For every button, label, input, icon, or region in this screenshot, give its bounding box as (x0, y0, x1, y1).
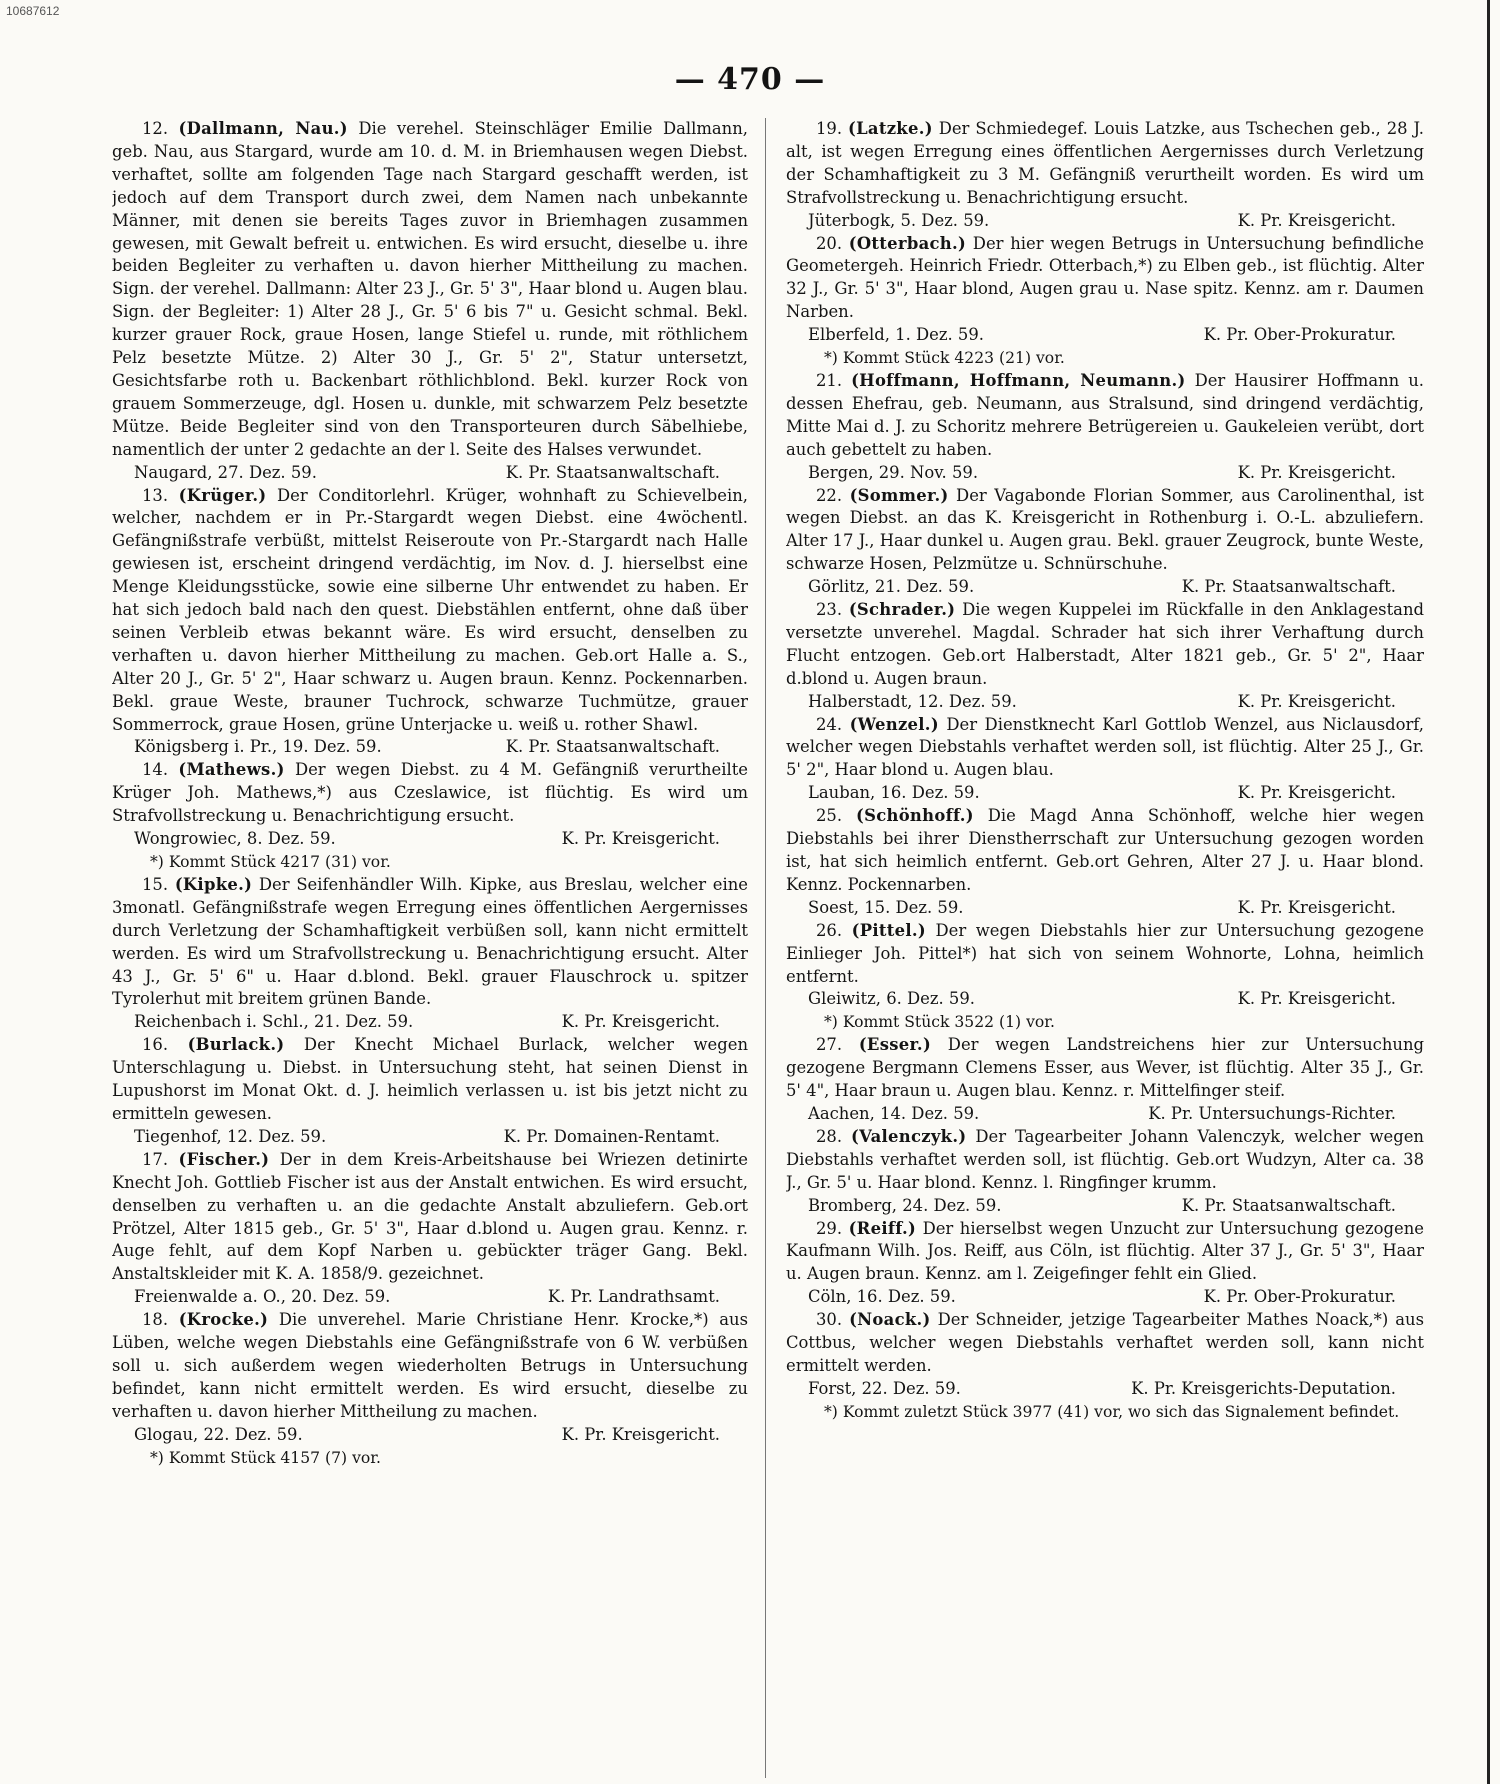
notice-heading: (Fischer.) (178, 1149, 270, 1169)
notice-text: 13. (Krüger.) Der Conditorlehrl. Krüger, wohnhaft zu Schievelbein, welcher, nachdem er in Pr.-Stargardt wegen Diebst. eine 4wöchentl. Gefängnißstrafe verbüßt, mittelst Reiseroute von Pr.-Stargardt nach Halle gewiesen ist, erscheint dringend verdächtig, im Nov. d. J. hierselbst eine Menge Kleidungsstücke, sowie eine silberne Uhr entwendet zu haben. Er hat sich jedoch bald nach den quest. Diebstählen entfernt, ohne daß über seinen Verbleib etwas bekannt wäre. Es wird ersucht, denselben zu verhaften u. davon hierher Mittheilung zu machen. Geb.ort Halle a. S., Alter 20 J., Gr. 5' 2", Haar schwarz u. Augen braun. Kennz. Pockennarben. Bekl. graue Weste, brauner Tuchrock, schwarze Tuchmütze, grauer Sommerrock, graue Hosen, grüne Unterjacke u. weiß u. rother Shawl. (112, 485, 748, 734)
notice-text: 19. (Latzke.) Der Schmiedegef. Louis Latzke, aus Tschechen geb., 28 J. alt, ist wegen Erregung eines öffentlichen Aergernisses durch Verletzung der Schamhaftigkeit zu 3 M. Gefängniß verurtheilt worden. Es wird um Strafvollstreckung u. Benachrichtigung ersucht. (786, 119, 1424, 207)
notice-place-date: Halberstadt, 12. Dez. 59. (808, 691, 1017, 711)
notice-entry (112, 759, 748, 874)
notice-text: 21. (Hoffmann, Hoffmann, Neumann.) Der Hausirer Hoffmann u. dessen Ehefrau, geb. Neumann, aus Stralsund, sind dringend verdächtig, Mitte Mai d. J. zu Schoritz mehrere Betrügereien u. Gaukeleien verübt, dort auch gebettelt zu haben. (786, 370, 1424, 459)
notice-place-date: Naugard, 27. Dez. 59. (134, 462, 317, 482)
notice-signature (112, 1286, 748, 1309)
notice-heading: (Otterbach.) (848, 233, 967, 253)
notice-authority: K. Pr. Kreisgerichts-Deputation. (1131, 1378, 1396, 1398)
notice-authority: K. Pr. Staatsanwaltschaft. (1181, 1195, 1396, 1215)
notice-signature (786, 691, 1424, 714)
notice-text: 20. (Otterbach.) Der hier wegen Betrugs in Untersuchung befindliche Geometergeh. Heinrich Friedr. Otterbach,*) zu Elben geb., ist flüchtig. Alter 32 J., Gr. 5' 3", Haar blond, Augen grau u. Nase spitz. Kennz. am r. Daumen Narben. (786, 233, 1424, 322)
notice-entry (786, 485, 1424, 600)
notice-text: 29. (Reiff.) Der hierselbst wegen Unzucht zur Untersuchung gezogene Kaufmann Wilh. Jos. Reiff, aus Cöln, ist flüchtig. Alter 37 J., Gr. 5' 3", Haar u. Augen braun. Kennz. am l. Zeigefinger fehlt ein Glied. (786, 1218, 1424, 1284)
notice-heading: (Mathews.) (178, 760, 285, 780)
notice-signature (786, 1286, 1424, 1309)
notice-text: 30. (Noack.) Der Schneider, jetzige Tagearbeiter Mathes Noack,*) aus Cottbus, welcher wegen Diebstahls verhaftet werden soll, kann nicht ermittelt werden. (786, 1310, 1424, 1375)
page-edge-line (1487, 0, 1490, 1784)
notice-heading: (Hoffmann, Hoffmann, Neumann.) (851, 370, 1186, 390)
notice-entry (786, 118, 1424, 233)
notice-footnote: *) Kommt Stück 3522 (1) vor. (824, 1013, 1055, 1032)
notice-entry (112, 1034, 748, 1149)
notice-text: 15. (Kipke.) Der Seifenhändler Wilh. Kipke, aus Breslau, welcher eine 3monatl. Gefängnißstrafe wegen Erregung eines öffentlichen Aergernisses durch Verletzung der Schamhaftigkeit verbüßen soll, kann nicht ermittelt werden. Es wird um Strafvollstreckung u. Benachrichtigung ersucht. Alter 43 J., Gr. 5' 6" u. Haar d.blond. Bekl. grauer Flauschrock u. spitzer Tyrolerhut mit breitem grünen Bande. (112, 874, 748, 1009)
notice-footnote: *) Kommt zuletzt Stück 3977 (41) vor, wo sich das Signalement befindet. (824, 1402, 1400, 1421)
notice-entry (786, 370, 1424, 485)
notice-entry (112, 1149, 748, 1309)
notice-text: 26. (Pittel.) Der wegen Diebstahls hier zur Untersuchung gezogene Einlieger Joh. Pittel*) hat sich von seinem Wohnorte, Lohna, heimlich entfernt. (786, 920, 1424, 986)
notice-heading: (Burlack.) (187, 1035, 285, 1055)
notice-entry (786, 1126, 1424, 1218)
notice-place-date: Bergen, 29. Nov. 59. (808, 462, 979, 482)
notice-authority: K. Pr. Untersuchungs-Richter. (1148, 1103, 1396, 1123)
notice-place-date: Jüterbogk, 5. Dez. 59. (808, 210, 990, 230)
notice-entry (112, 118, 748, 485)
notice-text: 22. (Sommer.) Der Vagabonde Florian Sommer, aus Carolinenthal, ist wegen Diebst. an das K. Kreisgericht in Rothenburg i. O.-L. abzuliefern. Alter 17 J., Haar dunkel u. Augen grau. Bekl. grauer Zeugrock, bunte Weste, schwarze Hosen, Pelzmütze u. Schnürschuhe. (786, 485, 1424, 574)
notice-place-date: Glogau, 22. Dez. 59. (134, 1424, 303, 1444)
notice-heading: (Noack.) (849, 1310, 931, 1330)
column-divider (765, 118, 766, 1778)
notice-place-date: Lauban, 16. Dez. 59. (808, 783, 980, 803)
notice-signature (112, 828, 748, 851)
notice-text: 16. (Burlack.) Der Knecht Michael Burlack, welcher wegen Unterschlagung u. Diebst. in Untersuchung steht, hat seinen Dienst in Lupushorst im Monat Okt. d. J. heimlich verlassen u. ist bis jetzt nicht zu ermitteln gewesen. (112, 1035, 748, 1123)
notice-text: 14. (Mathews.) Der wegen Diebst. zu 4 M. Gefängniß verurtheilte Krüger Joh. Mathews,*) aus Czeslawice, ist flüchtig. Es wird um Strafvollstreckung u. Benachrichtigung ersucht. (112, 760, 748, 826)
notice-text: 18. (Krocke.) Die unverehel. Marie Christiane Henr. Krocke,*) aus Lüben, welche wegen Diebstahls eine Gefängnißstrafe von 6 W. verbüßen soll u. sich außerdem wegen wiederholten Betrugs in Untersuchung befindet, kann nicht ermittelt werden. Es wird ersucht, dieselbe zu verhaften u. davon hierher Mittheilung zu machen. (112, 1310, 748, 1421)
notice-text: 25. (Schönhoff.) Die Magd Anna Schönhoff, welche hier wegen Diebstahls bei ihrer Dienstherrschaft zur Untersuchung gezogen worden ist, hat sich heimlich entfernt. Geb.ort Gehren, Alter 27 J. u. Haar blond. Kennz. Pockennarben. (786, 806, 1424, 894)
notice-place-date: Wongrowiec, 8. Dez. 59. (134, 829, 336, 849)
notice-signature (786, 897, 1424, 920)
notice-heading: (Wenzel.) (849, 714, 939, 734)
notice-signature (112, 462, 748, 485)
notice-authority: K. Pr. Kreisgericht. (1237, 691, 1396, 711)
notice-text: 17. (Fischer.) Der in dem Kreis-Arbeitshause bei Wriezen detinirte Knecht Joh. Gottlieb Fischer ist aus der Anstalt entwichen. Es wird ersucht, denselben zu verhaften u. an die gedachte Anstalt abzuliefern. Geb.ort Prötzel, Alter 1815 geb., Gr. 5' 3", Haar d.blond u. Augen grau. Kennz. r. Auge fehlt, auf dem Kopf Narben u. gebückter träger Gang. Bekl. Anstaltskleider mit K. A. 1858/9. gezeichnet. (112, 1149, 748, 1284)
notice-footnote: *) Kommt Stück 4217 (31) vor. (150, 853, 391, 871)
notice-signature (112, 1011, 748, 1034)
notice-heading: (Pittel.) (851, 920, 926, 940)
notice-heading: (Dallmann, Nau.) (178, 119, 348, 138)
notice-place-date: Forst, 22. Dez. 59. (808, 1378, 961, 1398)
notice-authority: K. Pr. Kreisgericht. (561, 829, 720, 849)
notice-heading: (Krüger.) (178, 485, 267, 505)
notice-entry (786, 1218, 1424, 1310)
notice-heading: (Esser.) (858, 1035, 931, 1055)
notice-entry (786, 714, 1424, 806)
notice-place-date: Görlitz, 21. Dez. 59. (808, 577, 975, 597)
notice-text: 24. (Wenzel.) Der Dienstknecht Karl Gottlob Wenzel, aus Niclausdorf, welcher wegen Diebstahls verhaftet werden soll, ist flüchtig. Alter 25 J., Gr. 5' 2", Haar blond u. Augen blau. (786, 714, 1424, 780)
notice-entry (786, 1034, 1424, 1126)
left-column (112, 118, 748, 1754)
notice-authority: K. Pr. Kreisgericht. (561, 1424, 720, 1444)
notice-text: 27. (Esser.) Der wegen Landstreichens hier zur Untersuchung gezogene Bergmann Clemens Esser, aus Wever, ist flüchtig. Alter 35 J., Gr. 5' 4", Haar braun u. Augen blau. Kennz. r. Mittelfinger steif. (786, 1035, 1424, 1101)
notice-entry (786, 1309, 1424, 1424)
notice-heading: (Schönhoff.) (856, 806, 974, 826)
notice-entry (786, 233, 1424, 370)
notice-authority: K. Pr. Landrathsamt. (547, 1287, 720, 1307)
notice-place-date: Freienwalde a. O., 20. Dez. 59. (134, 1287, 391, 1307)
right-column (786, 118, 1424, 1754)
notice-signature (786, 1378, 1424, 1401)
notice-authority: K. Pr. Staatsanwaltschaft. (505, 737, 720, 757)
notice-text: 12. (Dallmann, Nau.) Die verehel. Steinschläger Emilie Dallmann, geb. Nau, aus Stargard, wurde am 10. d. M. in Briemhausen wegen Diebst. verhaftet, sollte am folgenden Tage nach Stargard geschafft werden, ist jedoch auf dem Transport durch zwei, dem Namen nach unbekannte Männer, mit denen sie bereits Tages zuvor in Briemhagen zusammen gewesen, mit Gewalt befreit u. entwichen. Es wird ersucht, dieselbe u. ihre beiden Begleiter zu verhaften u. davon hierher Mittheilung zu machen. Sign. der verehel. Dallmann: Alter 23 J., Gr. 5' 3", Haar blond u. Augen blau. Sign. der Begleiter: 1) Alter 28 J., Gr. 5' 6 bis 7" u. Gesicht schmal. Bekl. kurzer grauer Rock, graue Hosen, lange Stiefel u. runde, mit röthlichem Pelz besetzte Mütze. 2) Alter 30 J., Gr. 5' 2", Statur untersetzt, Gesichtsfarbe roth u. Backenbart röthlichblond. Bekl. kurzer Rock von grauem Sommerzeuge, dgl. Hosen u. dunkle, mit schwarzem Pelz besetzte Mütze. Beide Begleiter sind von den Transporteuren durch Säbelhiebe, namentlich der unter 2 gedachte an der l. Seite des Halses verwundet. (112, 119, 748, 459)
notice-signature (786, 210, 1424, 233)
notice-heading: (Reiff.) (848, 1218, 917, 1238)
notice-heading: (Krocke.) (178, 1310, 269, 1330)
scan-id: 10687612 (6, 4, 60, 18)
notice-signature (112, 1126, 748, 1149)
notice-signature (112, 1424, 748, 1447)
notice-authority: K. Pr. Staatsanwaltschaft. (1181, 577, 1396, 597)
page-number: — 470 — (674, 62, 826, 97)
notice-authority: K. Pr. Kreisgericht. (561, 1012, 720, 1032)
notice-heading: (Schrader.) (848, 600, 956, 620)
notice-place-date: Soest, 15. Dez. 59. (808, 897, 964, 917)
notice-place-date: Aachen, 14. Dez. 59. (808, 1103, 980, 1123)
notice-text: 28. (Valenczyk.) Der Tagearbeiter Johann Valenczyk, welcher wegen Diebstahls verhaftet werden soll, ist flüchtig. Geb.ort Wudzyn, Alter ca. 38 J., Gr. 5' u. Haar blond. Kennz. l. Ringfinger krumm. (786, 1126, 1424, 1192)
notice-place-date: Tiegenhof, 12. Dez. 59. (134, 1126, 327, 1146)
notice-authority: K. Pr. Staatsanwaltschaft. (505, 462, 720, 482)
notice-entry (786, 920, 1424, 1035)
notice-footnote: *) Kommt Stück 4157 (7) vor. (150, 1448, 381, 1467)
notice-entry (112, 874, 748, 1034)
notice-signature (786, 576, 1424, 599)
notice-signature (786, 1195, 1424, 1218)
notice-authority: K. Pr. Kreisgericht. (1237, 783, 1396, 803)
notice-place-date: Reichenbach i. Schl., 21. Dez. 59. (134, 1012, 414, 1032)
notice-place-date: Bromberg, 24. Dez. 59. (808, 1195, 1002, 1215)
notice-heading: (Latzke.) (848, 119, 933, 138)
notice-signature (786, 324, 1424, 347)
notice-signature (786, 462, 1424, 485)
notice-entry (786, 805, 1424, 920)
notice-authority: K. Pr. Kreisgericht. (1237, 210, 1396, 230)
notice-heading: (Valenczyk.) (851, 1126, 967, 1146)
notice-authority: K. Pr. Kreisgericht. (1237, 462, 1396, 482)
notice-place-date: Cöln, 16. Dez. 59. (808, 1287, 956, 1307)
notice-signature (786, 1103, 1424, 1126)
notice-footnote: *) Kommt Stück 4223 (21) vor. (824, 349, 1065, 368)
notice-heading: (Sommer.) (849, 485, 949, 505)
notice-entry (786, 599, 1424, 714)
notice-entry (112, 485, 748, 760)
notice-signature (112, 736, 748, 759)
notice-authority: K. Pr. Ober-Prokuratur. (1203, 1287, 1396, 1307)
notice-authority: K. Pr. Kreisgericht. (1237, 897, 1396, 917)
notice-place-date: Gleiwitz, 6. Dez. 59. (808, 989, 976, 1009)
notice-heading: (Kipke.) (174, 874, 253, 894)
notice-authority: K. Pr. Ober-Prokuratur. (1203, 325, 1396, 345)
notice-signature (786, 782, 1424, 805)
notice-place-date: Königsberg i. Pr., 19. Dez. 59. (134, 737, 382, 757)
notice-place-date: Elberfeld, 1. Dez. 59. (808, 325, 984, 345)
notice-signature (786, 988, 1424, 1011)
notice-entry (112, 1309, 748, 1469)
notice-text: 23. (Schrader.) Die wegen Kuppelei im Rückfalle in den Anklagestand versetzte unverehel. Magdal. Schrader hat sich ihrer Verhaftung durch Flucht entzogen. Geb.ort Halberstadt, Alter 1821 geb., Gr. 5' 2", Haar d.blond u. Augen braun. (786, 600, 1424, 688)
notice-authority: K. Pr. Domainen-Rentamt. (503, 1126, 720, 1146)
notice-authority: K. Pr. Kreisgericht. (1237, 989, 1396, 1009)
